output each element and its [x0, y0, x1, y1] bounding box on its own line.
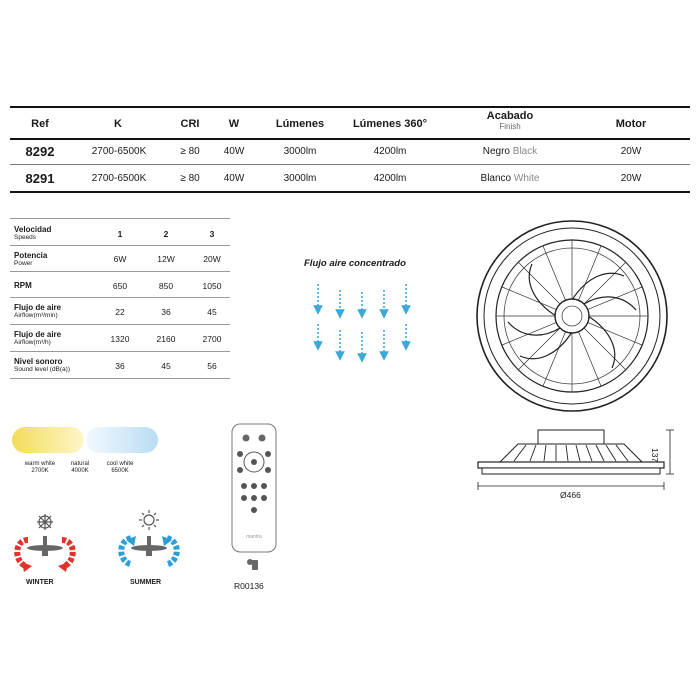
header-finish [480, 110, 540, 131]
row1-lumenes-360: 4200lm [373, 146, 407, 157]
spec-value: 1320 [110, 334, 130, 344]
row2-finish-en: White [513, 173, 540, 184]
row1-motor: 20W [620, 146, 642, 157]
spec-row-speeds [10, 218, 230, 246]
row1-finish-es: Negro [482, 146, 510, 157]
row2-finish [468, 173, 552, 184]
table-row-rule [10, 164, 690, 165]
summer-label: SUMMER [130, 579, 162, 586]
winter-label: WINTER [26, 579, 54, 586]
winter-mode-icon [10, 510, 80, 576]
summer-mode-icon [114, 508, 184, 576]
spec-label: Nivel sonoro Sound level (dB(a)) [14, 357, 70, 373]
row2-cri: ≥ 80 [180, 173, 200, 184]
remote-code: R00136 [234, 581, 264, 591]
row2-motor: 20W [620, 173, 642, 184]
spec-row-airflow-min [10, 298, 230, 325]
remote-control-icon [228, 422, 280, 574]
spec-row-airflow-h [10, 325, 230, 352]
spec-value: 45 [161, 361, 171, 371]
row1-finish-en: Black [512, 146, 538, 157]
header-cri: CRI [180, 118, 200, 130]
header-acabado: Acabado [486, 110, 534, 122]
row2-finish-es: Blanco [480, 173, 512, 184]
spec-label: RPM [14, 281, 32, 290]
row1-cri: ≥ 80 [180, 146, 200, 157]
height-dimension: 137 [650, 448, 660, 463]
spec-value: 1050 [202, 281, 222, 291]
spec-label: Potencia Power [14, 251, 48, 267]
row1-lumenes: 3000lm [283, 146, 317, 157]
row1-finish [468, 146, 552, 157]
spec-value: 22 [115, 307, 125, 317]
spec-value: 850 [158, 281, 174, 291]
remote-brand: mantra [246, 534, 262, 540]
table-bottom-rule [10, 191, 690, 193]
row2-ref: 8291 [25, 171, 55, 186]
spec-value: 2700 [202, 334, 222, 344]
spec-value: 36 [161, 307, 171, 317]
spec-value: 20W [203, 254, 221, 264]
airflow-title: Flujo aire concentrado [304, 258, 406, 269]
row2-lumenes-360: 4200lm [373, 173, 407, 184]
header-ref: Ref [31, 118, 49, 130]
color-temp-warm: warm white 2700K [24, 461, 56, 474]
row1-w: 40W [223, 146, 245, 157]
speed-spec-table [10, 218, 230, 380]
header-finish-en: Finish [499, 122, 521, 131]
row1-k: 2700-6500K [91, 146, 147, 157]
spec-value: 3 [209, 229, 215, 239]
table-header-rule [10, 138, 690, 140]
spec-value: 45 [207, 307, 217, 317]
spec-value: 12W [157, 254, 175, 264]
spec-label: Velocidad Speeds [14, 225, 52, 241]
row2-w: 40W [223, 173, 245, 184]
header-w: W [228, 118, 240, 130]
header-k: K [114, 118, 122, 130]
spec-value: 36 [115, 361, 125, 371]
row2-lumenes: 3000lm [283, 173, 317, 184]
spec-row-power [10, 246, 230, 272]
row1-ref: 8292 [25, 144, 55, 159]
spec-label: Flujo de aire Airflow(m³/min) [14, 303, 62, 319]
spec-value: 1 [117, 229, 123, 239]
table-top-rule [10, 106, 690, 108]
spec-row-rpm [10, 272, 230, 298]
spec-value: 650 [112, 281, 128, 291]
spec-value: 6W [113, 254, 127, 264]
color-temperature-gradient-icon [10, 425, 160, 455]
spec-label: Flujo de aire Airflow(m³/h) [14, 330, 62, 346]
color-temp-natural: natural 4000K [70, 461, 90, 474]
airflow-arrows-icon [300, 280, 420, 364]
diameter-dimension: Ø466 [560, 490, 581, 500]
spec-row-sound [10, 352, 230, 379]
header-lumenes-360: Lúmenes 360° [352, 118, 428, 130]
color-temp-cool: cool white 6500K [106, 461, 134, 474]
header-lumenes: Lúmenes [275, 118, 325, 130]
spec-value: 56 [207, 361, 217, 371]
row2-k: 2700-6500K [91, 173, 147, 184]
fan-top-view-icon [474, 218, 670, 414]
spec-value: 2 [163, 229, 169, 239]
header-motor: Motor [615, 118, 647, 130]
fan-side-view-icon [470, 418, 680, 518]
spec-value: 2160 [156, 334, 176, 344]
